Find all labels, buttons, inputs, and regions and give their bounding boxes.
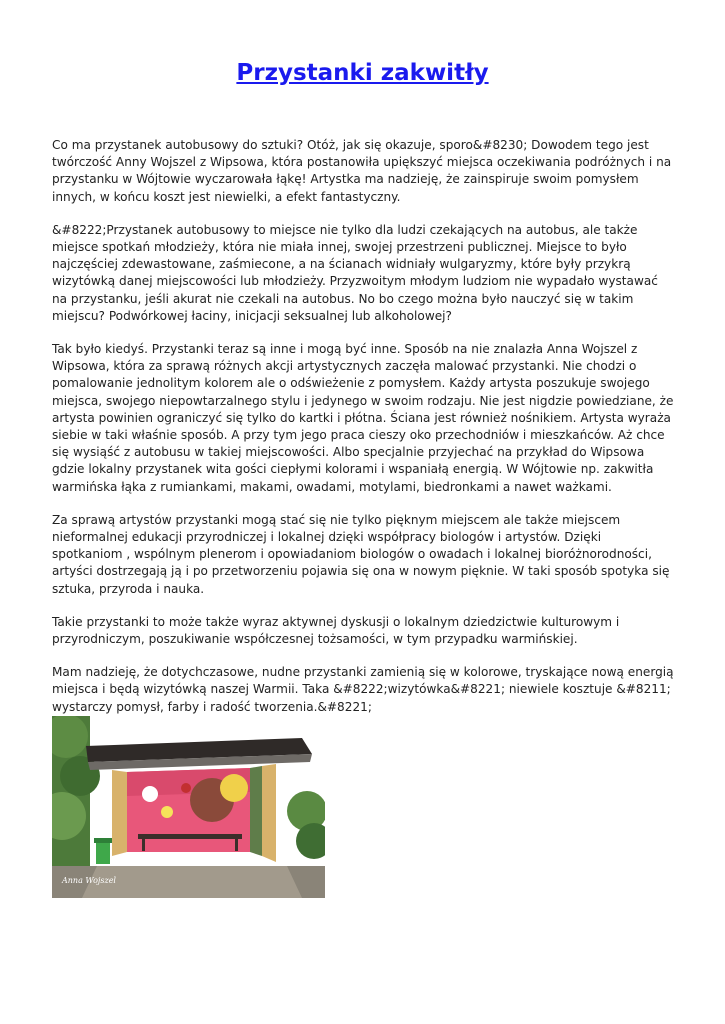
paragraph-6: Mam nadzieję, że dotychczasowe, nudne przystanki zamienią się w kolorowe, tryskające nową energią miejsca i będą wizytówką naszej Warmii. Taka &#8222;wizytówka&#8221; niewiele kosztuje &#8211; wystarczy pomysł, farby i radość tworzenia.&#8221; [52,665,674,714]
svg-text:Anna Wojszel: Anna Wojszel [62,876,116,885]
paragraph-3: Tak było kiedyś. Przystanki teraz są inne i mogą być inne. Sposób na nie znalazła Anna Wojszel z Wipsowa, która za sprawą różnych akcji artystycznych zaczęła malować przystanki. Nie chodzi o pomalowanie jednolitym kolorem ale o odświeżenie z pomysłem. Każdy artysta poszukuje swojego miejsca, swojego niepowtarzalnego stylu i jedynego w swoim rodzaju. Nie jest nigdzie powiedziane, że artysta powinien ograniczyć się tylko do kartki i płótna. Ściana jest również nośnikiem. Artysta wyraża siebie w taki właśnie sposób. A przy tym jego praca cieszy oko przechodniów i mieszkańców. Aż chce się wysiąść z autobusu w takiej miejscowości. Albo specjalnie przyjechać na przykład do Wipsowa gdzie lokalny przystanek wita gości ciepłymi kolorami i wspaniałą energią. W Wójtowie np. zakwitła warmińska łąka z rumiankami, makami, owadami, motylami, biedronkami a nawet ważkami. [52,342,674,494]
bus-shelter-illustration [52,716,325,898]
photo-watermark [61,876,116,885]
bus-shelter-photo [52,716,325,898]
page-title [0,58,725,88]
paragraph-1: Co ma przystanek autobusowy do sztuki? Otóż, jak się okazuje, sporo&#8230; Dowodem tego jest twórczość Anny Wojszel z Wipsowa, która postanowiła upiększyć miejsca oczekiwania podróżnych i na przystanku w Wójtowie wyczarowała łąkę! Artystka ma nadzieję, że zainspiruje swoim pomysłem innych, w końcu koszt jest niewielki, a efekt fantastyczny. [52,138,672,204]
title-link[interactable]: Przystanki zakwitły [236,60,489,86]
paragraph-5: Takie przystanki to może także wyraz aktywnej dyskusji o lokalnym dziedzictwie kulturowym i przyrodniczym, poszukiwanie współczesnej tożsamości, w tym przypadku warmińskiej. [52,614,620,647]
paragraph-4: Za sprawą artystów przystanki mogą stać się nie tylko pięknym miejscem ale także miejscem nieformalnej edukacji przyrodniczej i lokalnej dzięki współpracy biologów i artystów. Dzięki spotkaniom , wspólnym plenerom i opowiadaniom biologów o owadach i lokalnej bioróżnorodności, artyści dostrzegają ją i po przetworzeniu pojawia się ona w nowym pięknie. W taki sposób spotyka się sztuka, przyroda i nauka. [52,512,670,596]
paragraph-2: &#8222;Przystanek autobusowy to miejsce nie tylko dla ludzi czekających na autobus, ale także miejsce spotkań młodzieży, która nie miała innej, swojej przestrzeni publicznej. Miejsce to było najczęściej zdewastowane, zaśmiecone, a na ścianach widniały wulgaryzmy, które były przykrą wizytówką danej miejscowości lub młodzieży. Przyzwoitym młodym ludziom nie wypadało wystawać na przystanku, jeśli akurat nie czekali na autobus. No bo czego można było nauczyć się w takim miejscu? Podwórkowej łaciny, inicjacji seksualnej lub alkoholowej? [52,222,658,323]
article-body [52,137,674,749]
